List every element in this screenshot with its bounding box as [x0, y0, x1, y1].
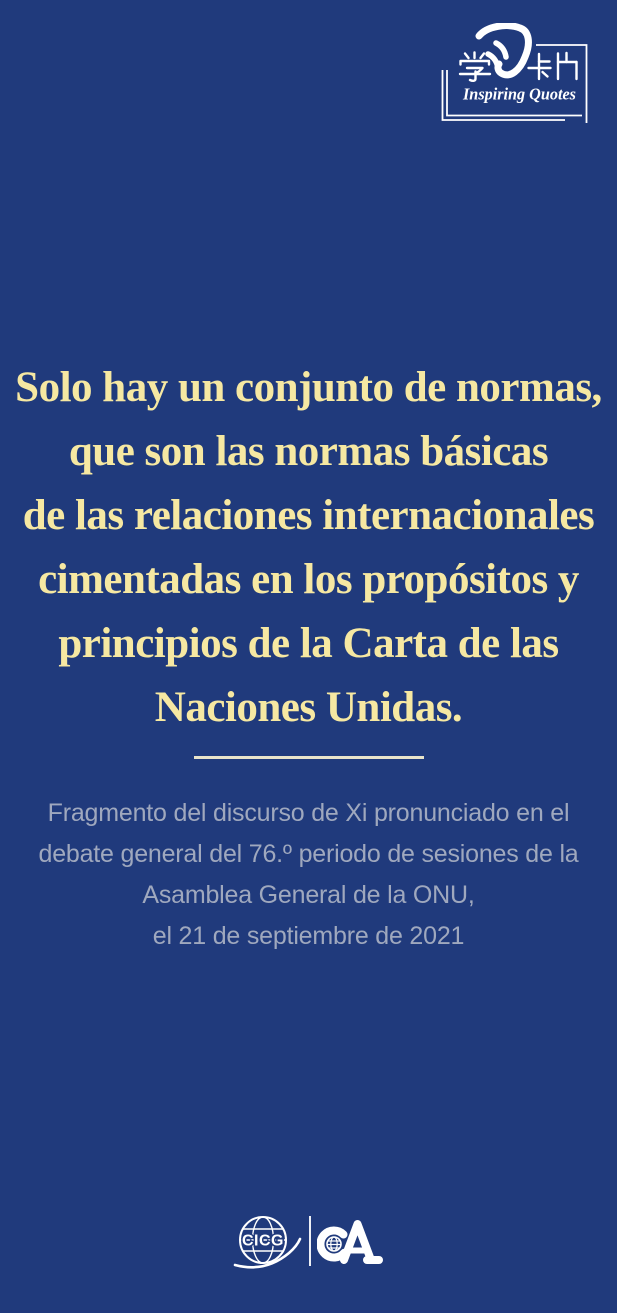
quote-line-1: Solo hay un conjunto de normas,: [15, 364, 602, 411]
quote-line-4: cimentadas en los propósitos y: [38, 556, 579, 603]
quote-line-5: principios de la Carta de las: [58, 620, 559, 667]
brand-tagline: Inspiring Quotes: [462, 84, 577, 104]
hanzi-xi-glyph: [479, 26, 528, 75]
ca-logo: [317, 1217, 389, 1265]
hanzi-pian-glyph: [558, 53, 577, 79]
attribution-line-2: debate general del 76.º periodo de sesiones de la: [38, 840, 579, 868]
quote-line-3: de las relaciones internacionales: [22, 492, 595, 539]
attribution-text: [0, 793, 617, 957]
quote-line-2: que son las normas básicas: [68, 428, 549, 475]
attribution-line-4: el 21 de septiembre de 2021: [152, 922, 465, 950]
quote-text: [0, 356, 617, 740]
quote-line-6: Naciones Unidas.: [154, 684, 463, 731]
ca-globe-icon: [327, 1237, 341, 1251]
hanzi-xue-glyph: [460, 53, 490, 81]
ca-letter-a: [344, 1224, 379, 1260]
hanzi-ka-glyph: [529, 54, 551, 79]
attribution-line-3: Asamblea General de la ONU,: [142, 881, 475, 909]
attribution-line-1: Fragmento del discurso de Xi pronunciado en el: [47, 799, 570, 827]
quote-divider: [194, 756, 424, 759]
brand-logo: [441, 23, 591, 148]
cicg-wordmark: CICG: [241, 1232, 284, 1250]
footer-logo-divider: [309, 1216, 311, 1266]
footer-logos: [0, 1212, 617, 1270]
cicg-logo: [229, 1212, 303, 1270]
